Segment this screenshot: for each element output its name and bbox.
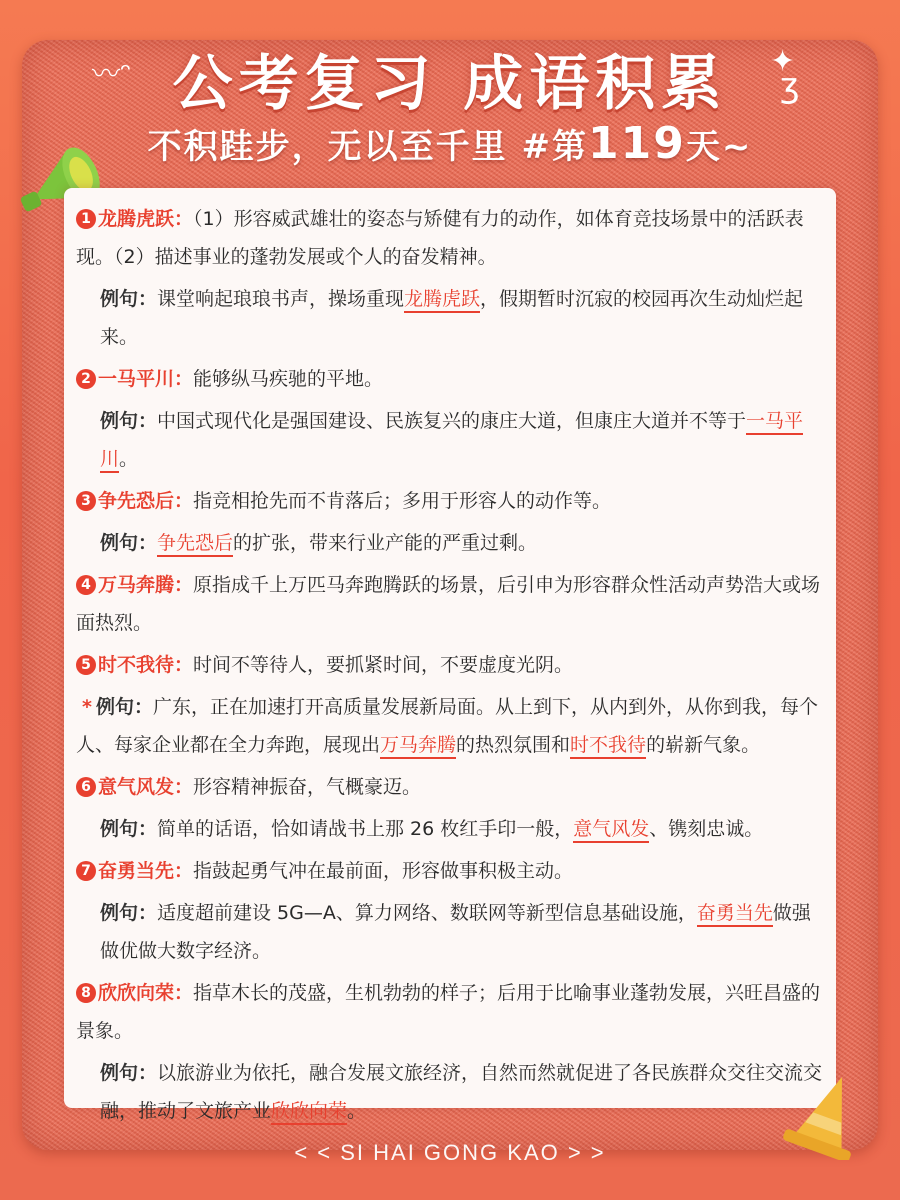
idiom-entry: [76, 200, 824, 356]
definition-paragraph: [76, 974, 824, 1050]
example-paragraph: [76, 1054, 824, 1130]
idiom-definition: 指草木长的茂盛，生机勃勃的样子；后用于比喻事业蓬勃发展，兴旺昌盛的景象。: [76, 982, 821, 1042]
example-paragraph: [76, 280, 824, 356]
page-subtitle: [0, 118, 900, 169]
example-text: 广东，正在加速打开高质量发展新局面。从上到下，从内到外，从你到我，每个人、每家企业都在全力奔跑，展现出: [76, 696, 818, 756]
idiom-definition: 时间不等待人，要抓紧时间，不要虚度光阴。: [193, 654, 574, 676]
example-paragraph: [76, 894, 824, 970]
swirl-doodle-icon: ʒ: [780, 66, 800, 106]
definition-paragraph: [76, 852, 824, 890]
example-label: 例句：: [100, 288, 158, 310]
highlighted-idiom: 争先恐后: [157, 532, 233, 557]
example-label: 例句：: [100, 902, 158, 924]
star-marker: *: [82, 696, 92, 718]
example-paragraph: [76, 810, 824, 848]
idiom-definition: （1）形容威武雄壮的姿态与矫健有力的动作，如体育竞技场景中的活跃表现。（2）描述事业的蓬勃发展或个人的奋发精神。: [76, 208, 804, 268]
example-text: 简单的话语，恰如请战书上那 26 枚红手印一般，: [157, 818, 574, 840]
definition-paragraph: [76, 482, 824, 520]
example-label: 例句：: [100, 818, 158, 840]
idiom-term: 奋勇当先：: [98, 860, 194, 882]
entry-number-badge: 3: [76, 491, 96, 511]
definition-paragraph: [76, 768, 824, 806]
subtitle-suffix: 天~: [685, 127, 753, 167]
sparkle-icon: ✦: [770, 44, 796, 79]
swirl-doodle-icon: 〰ᵔ: [92, 57, 132, 90]
idiom-entry: [76, 646, 824, 764]
example-text: 课堂响起琅琅书声，操场重现: [157, 288, 405, 310]
example-text: 适度超前建设 5G—A、算力网络、数联网等新型信息基础设施，: [157, 902, 697, 924]
example-paragraph: [76, 688, 824, 764]
idiom-term: 龙腾虎跃：: [98, 208, 194, 230]
definition-paragraph: [76, 566, 824, 642]
idiom-definition: 原指成千上万匹马奔跑腾跃的场景，后引申为形容群众性活动声势浩大或场面热烈。: [76, 574, 821, 634]
idiom-entry: [76, 974, 824, 1130]
example-text: 的崭新气象。: [646, 734, 761, 756]
highlighted-idiom: 意气风发: [573, 818, 649, 843]
idiom-term: 时不我待：: [98, 654, 194, 676]
idiom-entry: [76, 566, 824, 642]
entry-number-badge: 8: [76, 983, 96, 1003]
example-label: 例句：: [100, 532, 158, 554]
definition-paragraph: [76, 646, 824, 684]
highlighted-idiom: 一马平川: [100, 410, 803, 473]
idiom-entry: [76, 852, 824, 970]
example-text: 。: [119, 448, 139, 470]
entry-number-badge: 4: [76, 575, 96, 595]
footer-brand: < < SI HAI GONG KAO > >: [294, 1140, 606, 1165]
idiom-term: 欣欣向荣：: [98, 982, 194, 1004]
entry-number-badge: 1: [76, 209, 96, 229]
definition-paragraph: [76, 200, 824, 276]
highlighted-idiom: 万马奔腾: [380, 734, 456, 759]
idiom-definition: 指竞相抢先而不肯落后；多用于形容人的动作等。: [193, 490, 612, 512]
highlighted-idiom: 奋勇当先: [697, 902, 773, 927]
idiom-definition: 能够纵马疾驰的平地。: [193, 368, 384, 390]
highlighted-idiom: 龙腾虎跃: [404, 288, 480, 313]
idiom-definition: 指鼓起勇气冲在最前面，形容做事积极主动。: [193, 860, 574, 882]
idiom-term: 一马平川：: [98, 368, 194, 390]
example-text: 的热烈氛围和: [456, 734, 571, 756]
entry-number-badge: 5: [76, 655, 96, 675]
entry-number-badge: 6: [76, 777, 96, 797]
example-label: 例句：: [100, 410, 158, 432]
subtitle-prefix: 不积跬步，无以至千里 #第: [147, 127, 588, 167]
example-text: 中国式现代化是强国建设、民族复兴的康庄大道，但康庄大道并不等于: [157, 410, 747, 432]
entry-number-badge: 2: [76, 369, 96, 389]
idiom-entry: [76, 360, 824, 478]
example-paragraph: [76, 402, 824, 478]
example-text: 的扩张，带来行业产能的严重过剩。: [233, 532, 538, 554]
page-title: 公考复习 成语积累: [172, 49, 728, 119]
idiom-term: 万马奔腾：: [98, 574, 194, 596]
idiom-term: 争先恐后：: [98, 490, 194, 512]
example-text: 、镌刻忠诚。: [649, 818, 764, 840]
example-text: 。: [347, 1100, 367, 1122]
day-number: 119: [587, 118, 686, 169]
idiom-list: [76, 200, 824, 1134]
example-text: 做强做优做大数字经济。: [100, 902, 811, 962]
idiom-term: 意气风发：: [98, 776, 194, 798]
highlighted-idiom: 时不我待: [570, 734, 646, 759]
example-text: 以旅游业为依托，融合发展文旅经济，自然而然就促进了各民族群众交往交流交融，推动了文旅产业: [100, 1062, 823, 1122]
definition-paragraph: [76, 360, 824, 398]
entry-number-badge: 7: [76, 861, 96, 881]
example-label: 例句：: [100, 1062, 158, 1084]
example-text: ，假期暂时沉寂的校园再次生动灿烂起来。: [100, 288, 804, 348]
idiom-definition: 形容精神振奋，气概豪迈。: [193, 776, 422, 798]
highlighted-idiom: 欣欣向荣: [271, 1100, 347, 1125]
example-label: 例句：: [95, 696, 153, 718]
idiom-entry: [76, 482, 824, 562]
idiom-entry: [76, 768, 824, 848]
example-paragraph: [76, 524, 824, 562]
